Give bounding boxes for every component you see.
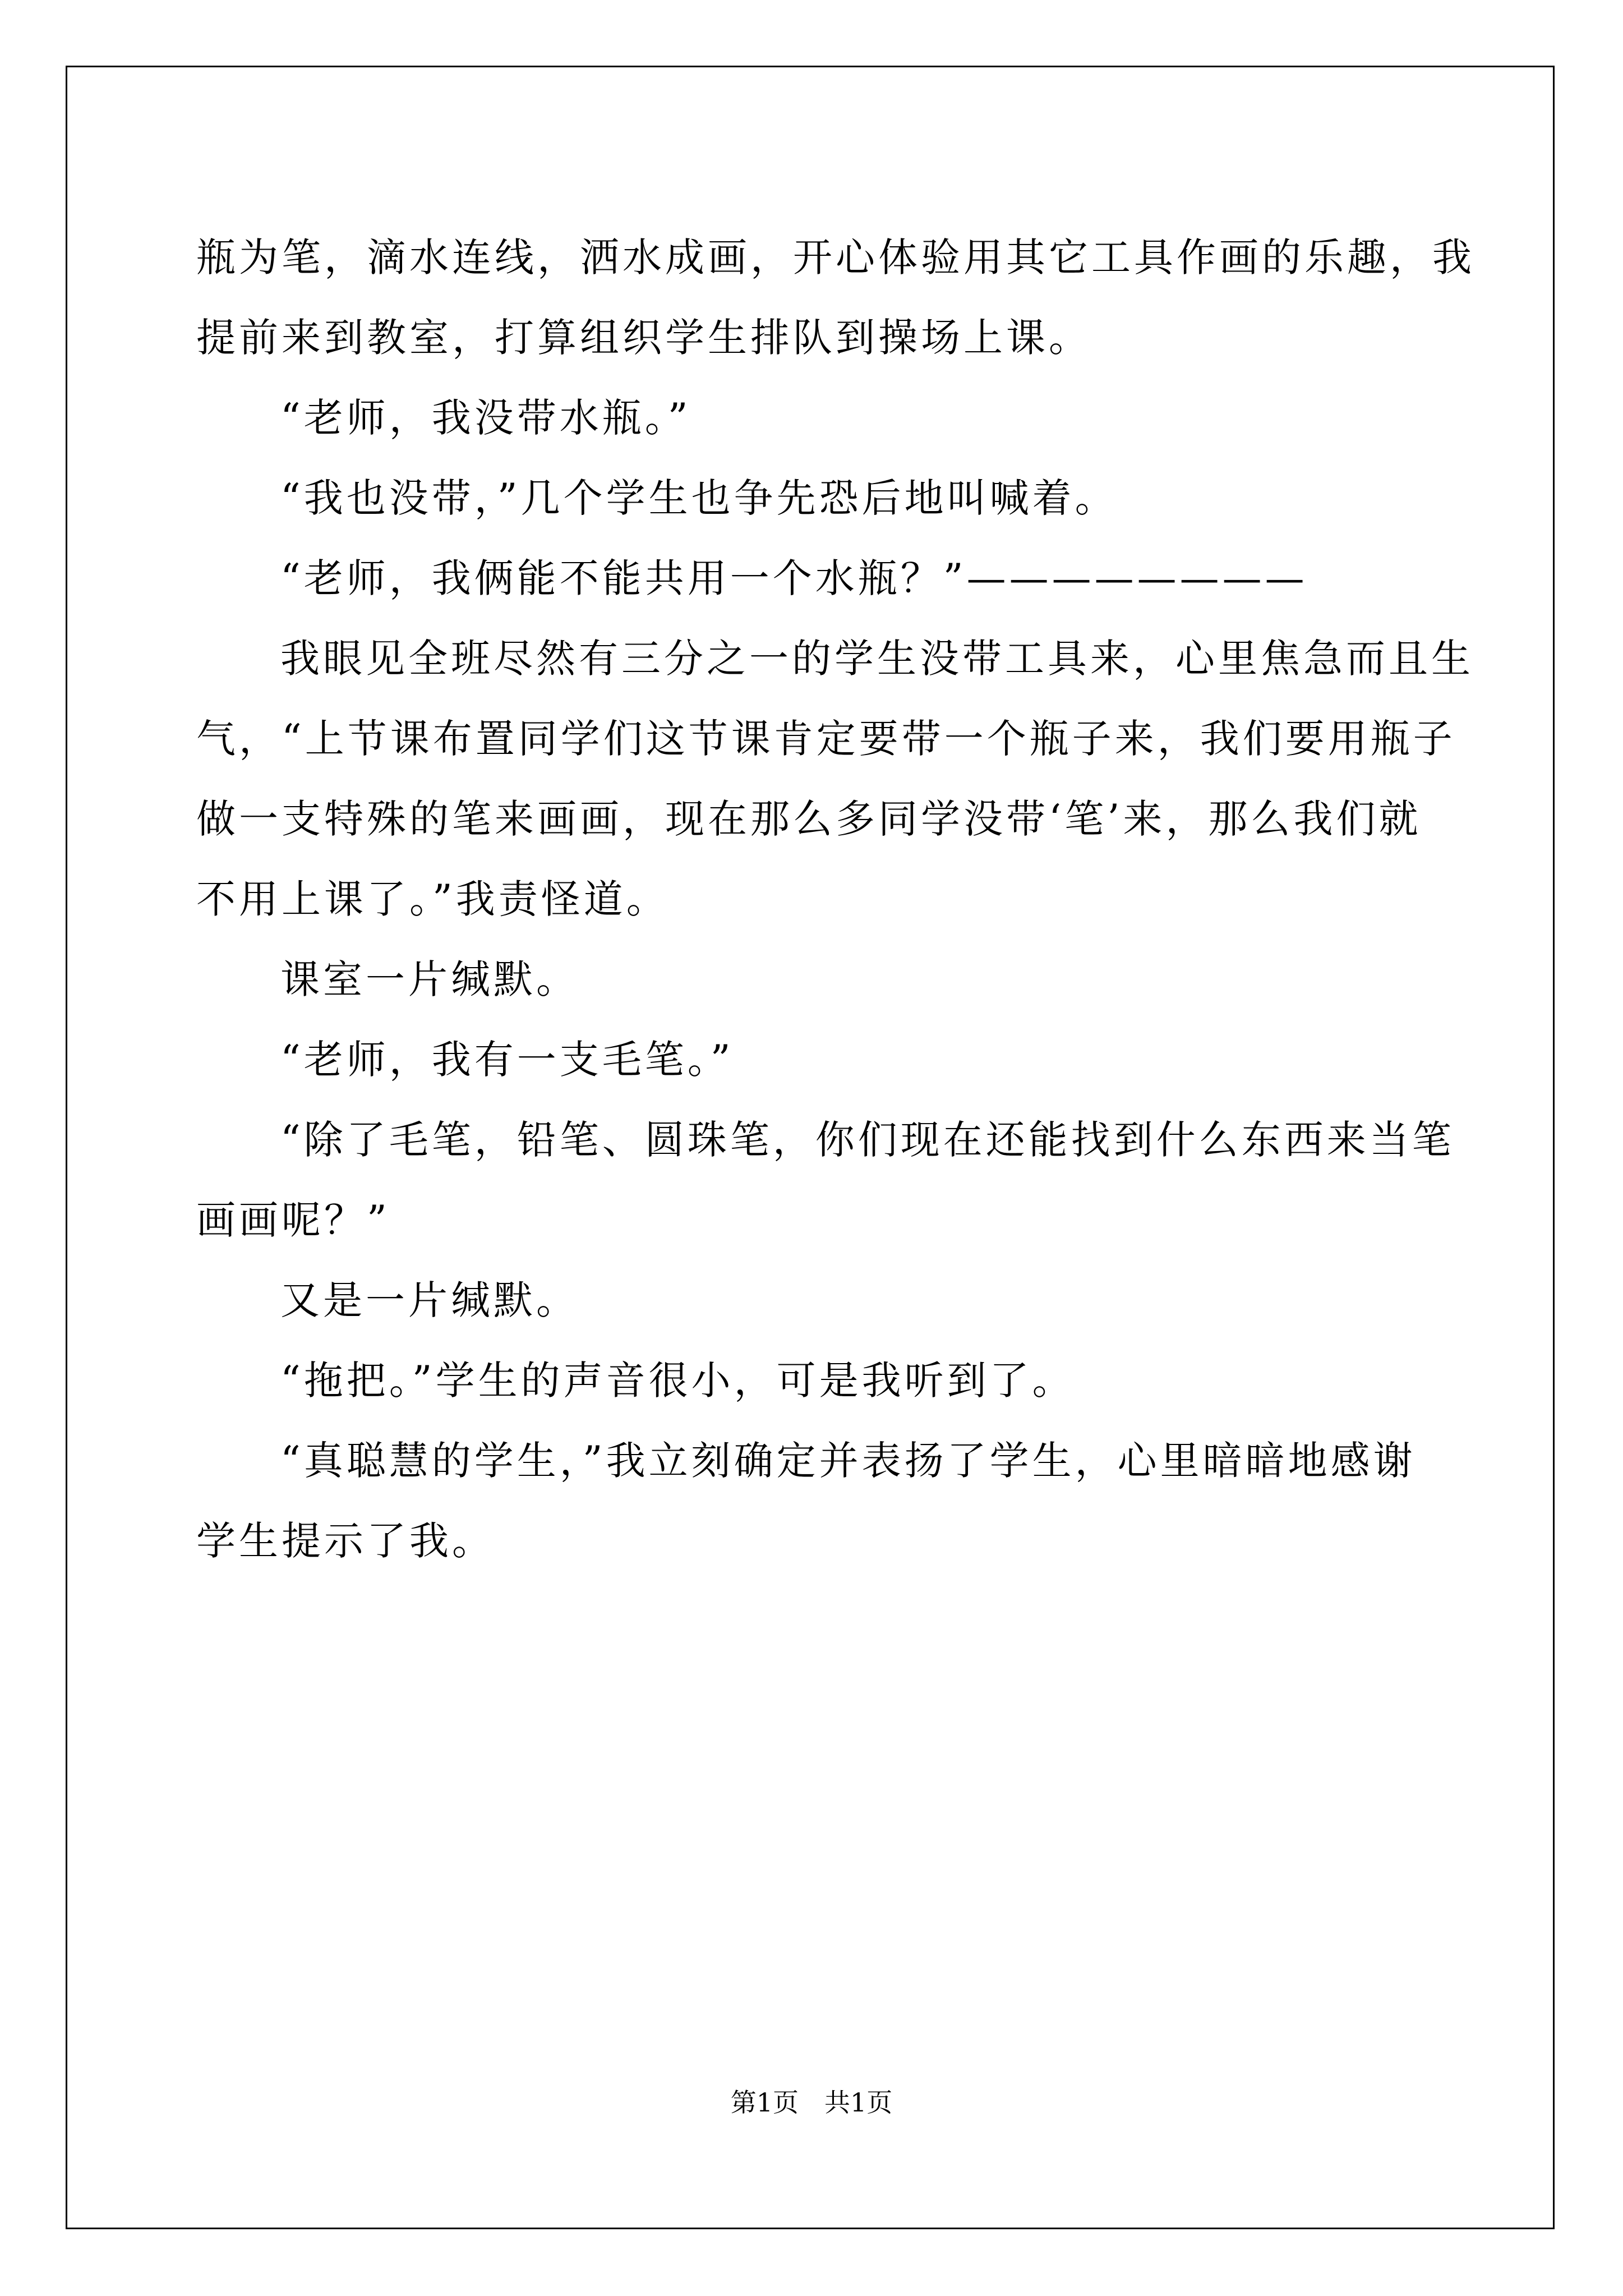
text-line: 画画呢？” <box>196 1197 390 1243</box>
body-text <box>196 218 1475 1581</box>
text-line: “老师，我俩能不能共用一个水瓶？”———————— <box>280 555 1308 601</box>
text-line: “老师，我有一支毛笔。” <box>280 1037 734 1083</box>
text-line: 学生提示了我。 <box>196 1518 495 1564</box>
text-line: 做一支特殊的笔来画画，现在那么多同学没带‘笔’来，那么我们就 <box>196 796 1422 842</box>
text-line: 又是一片缄默。 <box>280 1277 579 1323</box>
text-line: 气，“上节课布置同学们这节课肯定要带一个瓶子来，我们要用瓶子 <box>196 716 1456 762</box>
text-line: “我也没带，”几个学生也争先恐后地叫喊着。 <box>280 475 1118 521</box>
text-line: “真聪慧的学生，”我立刻确定并表扬了学生，心里暗暗地感谢 <box>280 1438 1416 1484</box>
text-line: “除了毛笔，铅笔、圆珠笔，你们现在还能找到什么东西来当笔 <box>280 1117 1455 1163</box>
text-line: 不用上课了。”我责怪道。 <box>196 876 669 922</box>
text-line: 提前来到教室，打算组织学生排队到操场上课。 <box>196 315 1091 361</box>
text-line: 课室一片缄默。 <box>280 956 579 1002</box>
text-line: 瓶为笔，滴水连线，洒水成画，开心体验用其它工具作画的乐趣，我 <box>196 234 1475 280</box>
text-line: 我眼见全班尽然有三分之一的学生没带工具来，心里焦急而且生 <box>280 636 1474 682</box>
document-body <box>196 218 1475 1581</box>
page-footer: 第1页 共1页 <box>730 2087 893 2118</box>
text-line: “拖把。”学生的声音很小，可是我听到了。 <box>280 1358 1075 1404</box>
text-line: “老师，我没带水瓶。” <box>280 395 691 441</box>
